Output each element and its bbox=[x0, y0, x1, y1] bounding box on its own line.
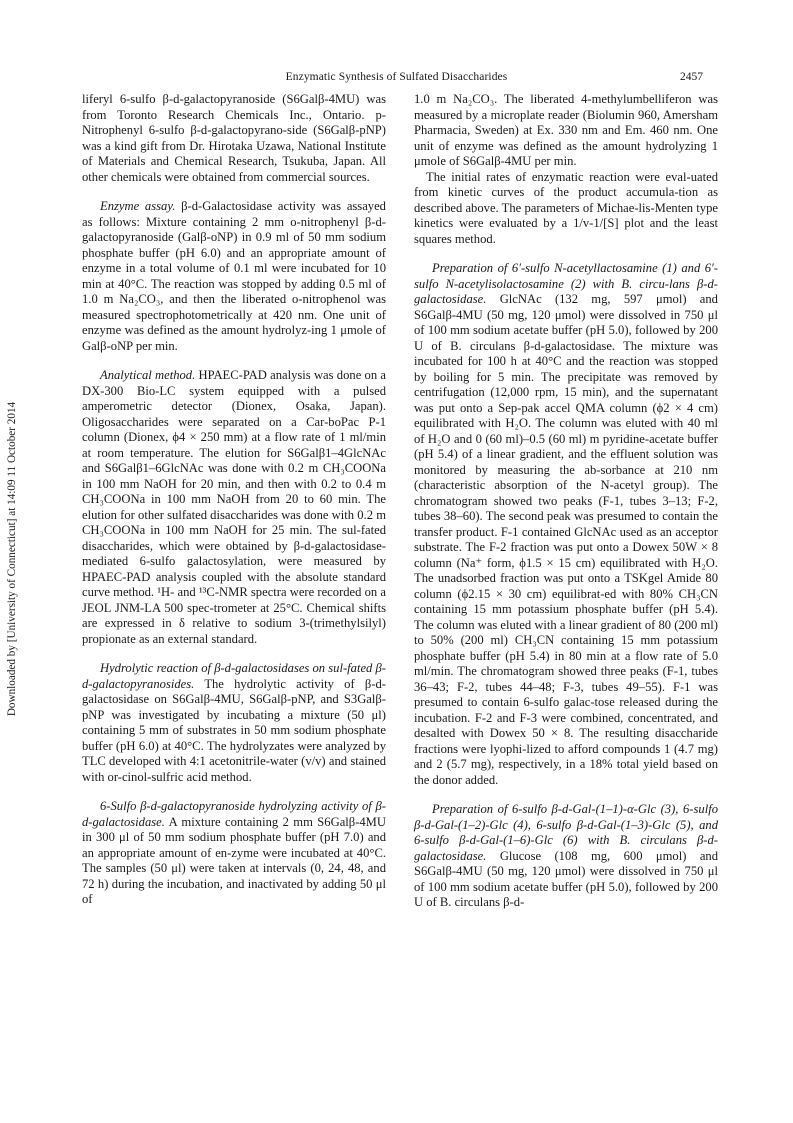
running-title: Enzymatic Synthesis of Sulfated Disaccharides bbox=[285, 71, 508, 83]
paragraph: 1.0 m Na₂CO₃. The liberated 4-methylumbelliferon was measured by a microplate reader (Biolumin 960, Amersham Pharmacia, Sweden) at Ex. 330 nm and Em. 460 nm. One unit of enzyme was defined as the amount hydrolyzing 1 μmole of S6Galβ-4MU per min. bbox=[414, 92, 718, 168]
section-hydrolyzing-activity bbox=[82, 799, 386, 908]
section-heading: Enzyme assay. bbox=[100, 199, 176, 213]
section-body: β-d-Galactosidase activity was assayed as follows: Mixture containing 2 mm o-nitrophenyl β-d-galactopyranoside (Galβ-oNP) in 0.9 ml of 50 mm sodium phosphate buffer (pH 6.0) and an appropriate amount of enzyme in a total volume of 0.1 ml were incubated for 10 min at 40°C. The reaction was stopped by adding 0.5 ml of 1.0 m Na₂CO₃, and then the liberated o-nitrophenol was measured spectrophotometrically at 420 nm. One unit of enzyme was defined as the amount hydrolyz-ing 1 μmole of Galβ-oNP per min. bbox=[82, 199, 386, 353]
section-body: The hydrolytic activity of β-d-galactosidase on S6Galβ-4MU, S6Galβ-pNP, and S3Galβ-pNP was investigated by incubating a mixture (50 μl) containing 5 mm of substrates in 50 mm sodium phosphate buffer (pH 6.0) at 40°C. The hydrolyzates were analyzed by TLC developed with 4:1 acetonitrile-water (v/v) and stained with or-cinol-sulfric acid method. bbox=[82, 676, 387, 784]
section-heading: Preparation of 6′-sulfo N-acetyllactosamine (1) and 6′-sulfo N-acetylisolactosamine (2) with B. circu-lans β-d-galactosidase. bbox=[414, 261, 718, 306]
section-body: GlcNAc (132 mg, 597 μmol) and S6Galβ-4MU (50 mg, 120 μmol) were dissolved in 750 μl of 100 mm sodium acetate buffer (pH 5.0), followed by 200 U of B. circulans β-d-galactosidase. The mixture was incubated for 100 h at 40°C and the reaction was stopped by boiling for 5 min. The precipitate was removed by centrifugation (12,000 rpm, 15 min), and the supernatant was put onto a Sep-pak accel QMA column (ϕ2 × 4 cm) equilibrated with H₂O. The column was eluted with 40 ml of H₂O and 0 (60 ml)–0.5 (60 ml) m pyridine-acetate buffer (pH 5.4) of a linear gradient, and the effluent solution was monitored by measuring the ab-sorbance at 210 nm (characteristic absorption of the N-acetyl group). The chromatogram showed two peaks (F-1, tubes 3–13; F-2, tubes 38–60). The second peak was presumed to contain the transfer product. F-1 contained GlcNAc used as an acceptor substrate. The F-2 fraction was put onto a Dowex 50W × 8 column (Na⁺ form, ϕ1.5 × 15 cm) equilibrated with H₂O. The unadsorbed fraction was put onto a TSKgel Amide 80 column (ϕ2.15 × 30 cm) equilibrat-ed with 80% CH₃CN containing 15 mm potassium phosphate buffer (pH 5.4). The column was eluted with a linear gradient of 80 (200 ml) to 50% (200 ml) CH₃CN containing 15 mm potassium phosphate buffer (pH 5.4) in 80 min at a flow rate of 5.0 ml/min. The chromatogram showed three peaks (F-1, tubes 36–43; F-2, tubes 44–48; F-3, tubes 49–55). F-1 was presumed to contain 6-sulfo galac-tose released during the incubation. F-2 and F-3 were combined, concentrated, and desalted with Dowex 50 × 8. The resulting disaccharide fractions were lyophi-lized to afford compounds 1 (4.7 mg) and 2 (5.7 mg), respectively, in a 18% total yield based on the donor added. bbox=[414, 292, 718, 787]
section-body: A mixture containing 2 mm S6Galβ-4MU in 300 μl of 50 mm sodium phosphate buffer (pH 7.0) and an appropriate amount of en-zyme were incubated at 40°C. The samples (50 μl) were taken at intervals (0, 24, 48, and 72 h) during the incubation, and inactivated by adding 50 μl of bbox=[82, 814, 386, 906]
left-column bbox=[82, 92, 386, 908]
section-enzyme-assay bbox=[82, 199, 386, 354]
paragraph: liferyl 6-sulfo β-d-galactopyranoside (S6Galβ-4MU) was from Toronto Research Chemicals Inc., Ontario. p-Nitrophenyl 6-sulfo β-d-galactopyrano-side (S6Galβ-pNP) was a kind gift from Dr. Hirotaka Uzawa, National Institute of Materials and Chemical Research, Tsukuba, Japan. All other chemicals were obtained from commercial sources. bbox=[82, 92, 386, 184]
section-preparation-3-6 bbox=[414, 802, 718, 911]
section-hydrolytic-reaction bbox=[82, 661, 386, 785]
section-heading: 6-Sulfo β-d-galactopyranoside hydrolyzing activity of β-d-galactosidase. bbox=[82, 799, 386, 829]
page-number: 2457 bbox=[680, 71, 703, 83]
download-watermark bbox=[5, 354, 19, 764]
download-note: Downloaded by [University of Connecticut] at 14:09 11 October 2014 bbox=[6, 401, 18, 717]
section-heading: Hydrolytic reaction of β-d-galactosidases on sul-fated β-d-galactopyranosides. bbox=[82, 661, 386, 691]
paragraph: The initial rates of enzymatic reaction were eval-uated from kinetic curves of the product accumula-tion as described above. The parameters of Michae-lis-Menten type kinetics were evaluated by a 1/v-1/[S] plot and the least squares method. bbox=[414, 169, 718, 246]
section-preparation-1-2 bbox=[414, 261, 718, 788]
section-analytical-method bbox=[82, 368, 386, 647]
right-column bbox=[414, 92, 718, 911]
section-body: HPAEC-PAD analysis was done on a DX-300 Bio-LC system equipped with a pulsed amperometric detector (Dionex, Osaka, Japan). Oligosaccharides were separated on a Car-boPac P-1 column (Dionex, ϕ4 × 250 mm) at a flow rate of 1 ml/min at room temperature. The elution for S6Galβ1–4GlcNAc and S6Galβ1–6GlcNAc was done with 0.2 m CH₃COONa in 100 mm NaOH for 20 min, and then with 0.2 to 0.4 m CH₃COONa in 100 mm NaOH from 20 to 60 min. The elution for other sulfated disaccharides was done with 0.2 m CH₃COONa in 100 mm NaOH for 25 min. The sul-fated disaccharides, which were obtained by β-d-galactosidase-mediated 6-sulfo galactosylation, were measured by HPAEC-PAD analysis coupled with the absolute standard curve method. ¹H- and ¹³C-NMR spectra were recorded on a JEOL JNM-LA 500 spec-trometer at 25°C. Chemical shifts are expressed in δ relative to sodium 3-(trimethylsilyl) propionate as an external standard. bbox=[82, 368, 386, 646]
section-heading: Preparation of 6-sulfo β-d-Gal-(1–1)-α-Glc (3), 6-sulfo β-d-Gal-(1–2)-Glc (4), 6-sulfo β-d-Gal-(1–3)-Glc (5), and 6-sulfo β-d-Gal-(1–6)-Glc (6) with B. circulans β-d-galactosidase. bbox=[414, 802, 718, 863]
section-heading: Analytical method. bbox=[100, 368, 196, 382]
section-body: Glucose (108 mg, 600 μmol) and S6Galβ-4MU (50 mg, 120 μmol) were dissolved in 750 μl of 100 mm sodium acetate buffer (pH 5.0), followed by 200 U of B. circulans β-d- bbox=[414, 848, 718, 909]
